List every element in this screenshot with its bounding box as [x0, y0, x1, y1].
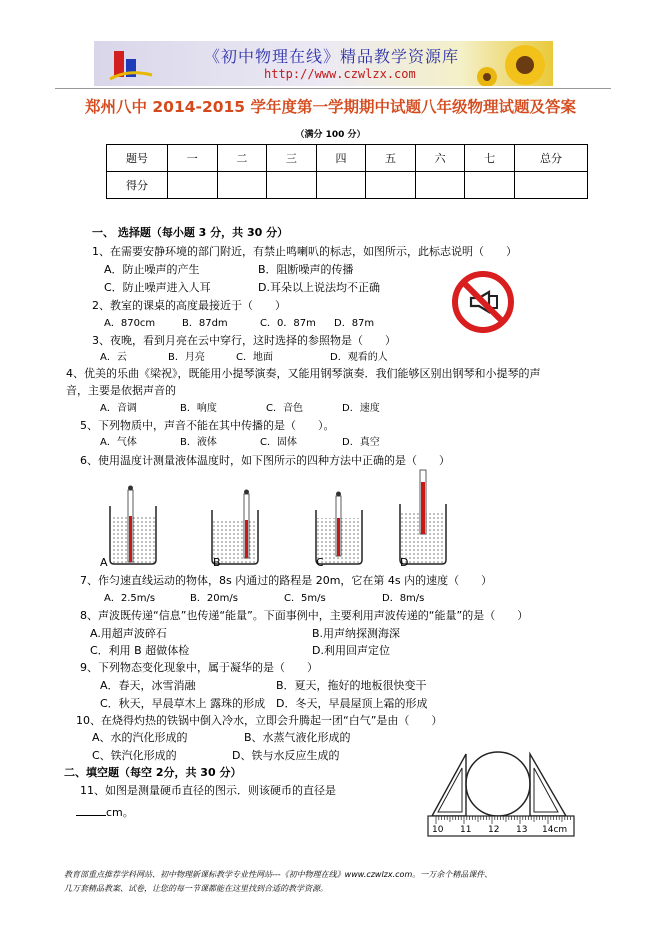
table-cell[interactable] [415, 172, 465, 199]
option: C．固体 [260, 437, 297, 448]
option: A、水的汽化形成的 [92, 731, 188, 744]
option: A．音调 [100, 403, 137, 414]
option: D.利用回声定位 [312, 644, 390, 657]
left-triangle [432, 754, 466, 816]
section-heading: 一、 选择题（每小题 3 分，共 30 分） [92, 226, 289, 239]
footer-line: 几万套精品教案、试卷，让您的每一节课都能在这里找到合适的教学资源。 [64, 884, 328, 893]
option: D．87m [334, 318, 375, 329]
option: B．阻断噪声的传播 [258, 263, 354, 276]
question-2: 2、教室的课桌的高度最接近于（ ） [92, 299, 286, 312]
option: B．响度 [180, 403, 217, 414]
table-cell: 三 [267, 145, 317, 172]
section-heading: 二、填空题（每空 2分，共 30 分） [64, 766, 242, 779]
ruler-label: 10 [432, 825, 444, 835]
option: B．月亮 [168, 352, 205, 363]
option: C．音色 [266, 403, 303, 414]
option: D．8m/s [382, 593, 425, 604]
question-11: 11、如图是测量硬币直径的图示．则该硬币的直径是 [80, 784, 336, 797]
question-9: 9、下列物态变化现象中，属于凝华的是（ ） [80, 661, 318, 674]
option: D、铁与水反应生成的 [232, 749, 340, 762]
option: B.用声纳探测海深 [312, 627, 401, 640]
ruler-label: 14cm [542, 825, 568, 835]
figure-label-a: A [100, 556, 108, 569]
score-table [106, 144, 588, 199]
question-7: 7、作匀速直线运动的物体，8s 内通过的路程是 20m，它在第 4s 内的速度（ ） [80, 574, 493, 587]
header-banner [94, 41, 553, 86]
question-10: 10、在烧得灼热的铁锅中倒入冷水，立即会升腾起一团“白气”是由（ ） [76, 714, 443, 727]
right-triangle [530, 754, 566, 816]
question-1: 1、在需要安静环境的部门附近，有禁止鸣喇叭的标志，如图所示，此标志说明（ ） [92, 245, 517, 258]
option: C、铁汽化形成的 [92, 749, 177, 762]
option: C．秋天，早晨草木上 露珠的形成 [100, 697, 266, 710]
answer-blank[interactable] [76, 815, 106, 816]
option: D．观看的人 [330, 352, 388, 363]
question-6: 6、使用温度计测量液体温度时，如下图所示的四种方法中正确的是（ ） [80, 454, 450, 467]
table-cell: 六 [415, 145, 465, 172]
table-cell[interactable] [316, 172, 366, 199]
option: B．夏天，拖好的地板很快变干 [276, 679, 427, 692]
site-logo [100, 45, 156, 83]
ruler-label: 12 [488, 825, 500, 835]
thermometer-figure [104, 468, 474, 570]
option: A.用超声波碎石 [90, 627, 167, 640]
table-cell: 四 [316, 145, 366, 172]
question-3: 3、夜晚，看到月亮在云中穿行，这时选择的参照物是（ ） [92, 334, 396, 347]
option: B．液体 [180, 437, 217, 448]
table-cell[interactable] [465, 172, 515, 199]
option: C．0．87m [260, 318, 316, 329]
table-cell: 题号 [107, 145, 168, 172]
coin-ruler-figure [426, 744, 576, 838]
table-cell[interactable] [366, 172, 416, 199]
question-8: 8、声波既传递“信息”也传递“能量”。下面事例中，主要利用声波传递的“能量”的是（ ） [80, 609, 529, 622]
table-cell[interactable] [267, 172, 317, 199]
option: B．87dm [182, 318, 228, 329]
table-cell[interactable] [168, 172, 218, 199]
option: B、水蒸气液化形成的 [244, 731, 351, 744]
question-4: 4、优美的乐曲《梁祝》，既能用小提琴演奏，又能用钢琴演奏．我们能够区别出钢琴和小提琴的声 [66, 367, 541, 380]
table-cell[interactable] [217, 172, 267, 199]
answer-blank-line[interactable] [76, 806, 134, 820]
question-5: 5、下列物质中，声音不能在其中传播的是（ ）。 [80, 419, 335, 432]
beaker-d [400, 470, 446, 564]
footer [64, 868, 604, 896]
footer-line: 教育部重点推荐学科网站、初中物理新课标教学专业性网站---《初中物理在线》www.czwlzx.com。一万余个精品课件、 [64, 870, 493, 879]
table-cell: 七 [465, 145, 515, 172]
question-4-cont: 音，主要是依据声音的 [66, 384, 176, 397]
option: D.耳朵以上说法均不正确 [258, 281, 380, 294]
option: D．速度 [342, 403, 380, 414]
option: A．防止噪声的产生 [104, 263, 200, 276]
figure-label-c: C [316, 556, 324, 569]
ruler-label: 13 [516, 825, 528, 835]
option: C．防止噪声进入人耳 [104, 281, 211, 294]
figure-label-b: B [213, 556, 221, 569]
option: A．气体 [100, 437, 137, 448]
table-cell: 二 [217, 145, 267, 172]
coin [466, 752, 530, 816]
table-cell[interactable] [515, 172, 588, 199]
option: A．春天，冰雪消融 [100, 679, 196, 692]
beaker-a [110, 486, 156, 565]
document-title: 郑州八中 2014-2015 学年度第一学期期中试题八年级物理试题及答案 [84, 98, 576, 116]
banner-url: http://www.czwlzx.com [264, 67, 416, 81]
option: C．5m/s [284, 593, 326, 604]
header-divider [55, 88, 611, 89]
ruler-label: 11 [460, 825, 472, 835]
banner-title: 《初中物理在线》精品教学资源库 [204, 47, 460, 66]
option: A．云 [100, 352, 127, 363]
answer-unit: cm。 [106, 806, 134, 819]
no-horn-sign-icon [451, 270, 515, 334]
table-cell: 总分 [515, 145, 588, 172]
sunflower-image [473, 41, 553, 86]
table-row [107, 172, 588, 199]
figure-label-d: D [400, 556, 409, 569]
option: D．冬天，早晨屋顶上霜的形成 [276, 697, 428, 710]
table-cell: 得分 [107, 172, 168, 199]
option: C．地面 [236, 352, 273, 363]
option: C．利用 B 超做体检 [90, 644, 190, 657]
option: D．真空 [342, 437, 380, 448]
table-cell: 一 [168, 145, 218, 172]
full-score: （满分 100 分） [295, 130, 366, 140]
beaker-c [316, 492, 362, 565]
option: A．2.5m/s [104, 593, 156, 604]
option: B．20m/s [190, 593, 238, 604]
option: A．870cm [104, 318, 156, 329]
table-row [107, 145, 588, 172]
table-cell: 五 [366, 145, 416, 172]
beaker-b [212, 490, 258, 565]
